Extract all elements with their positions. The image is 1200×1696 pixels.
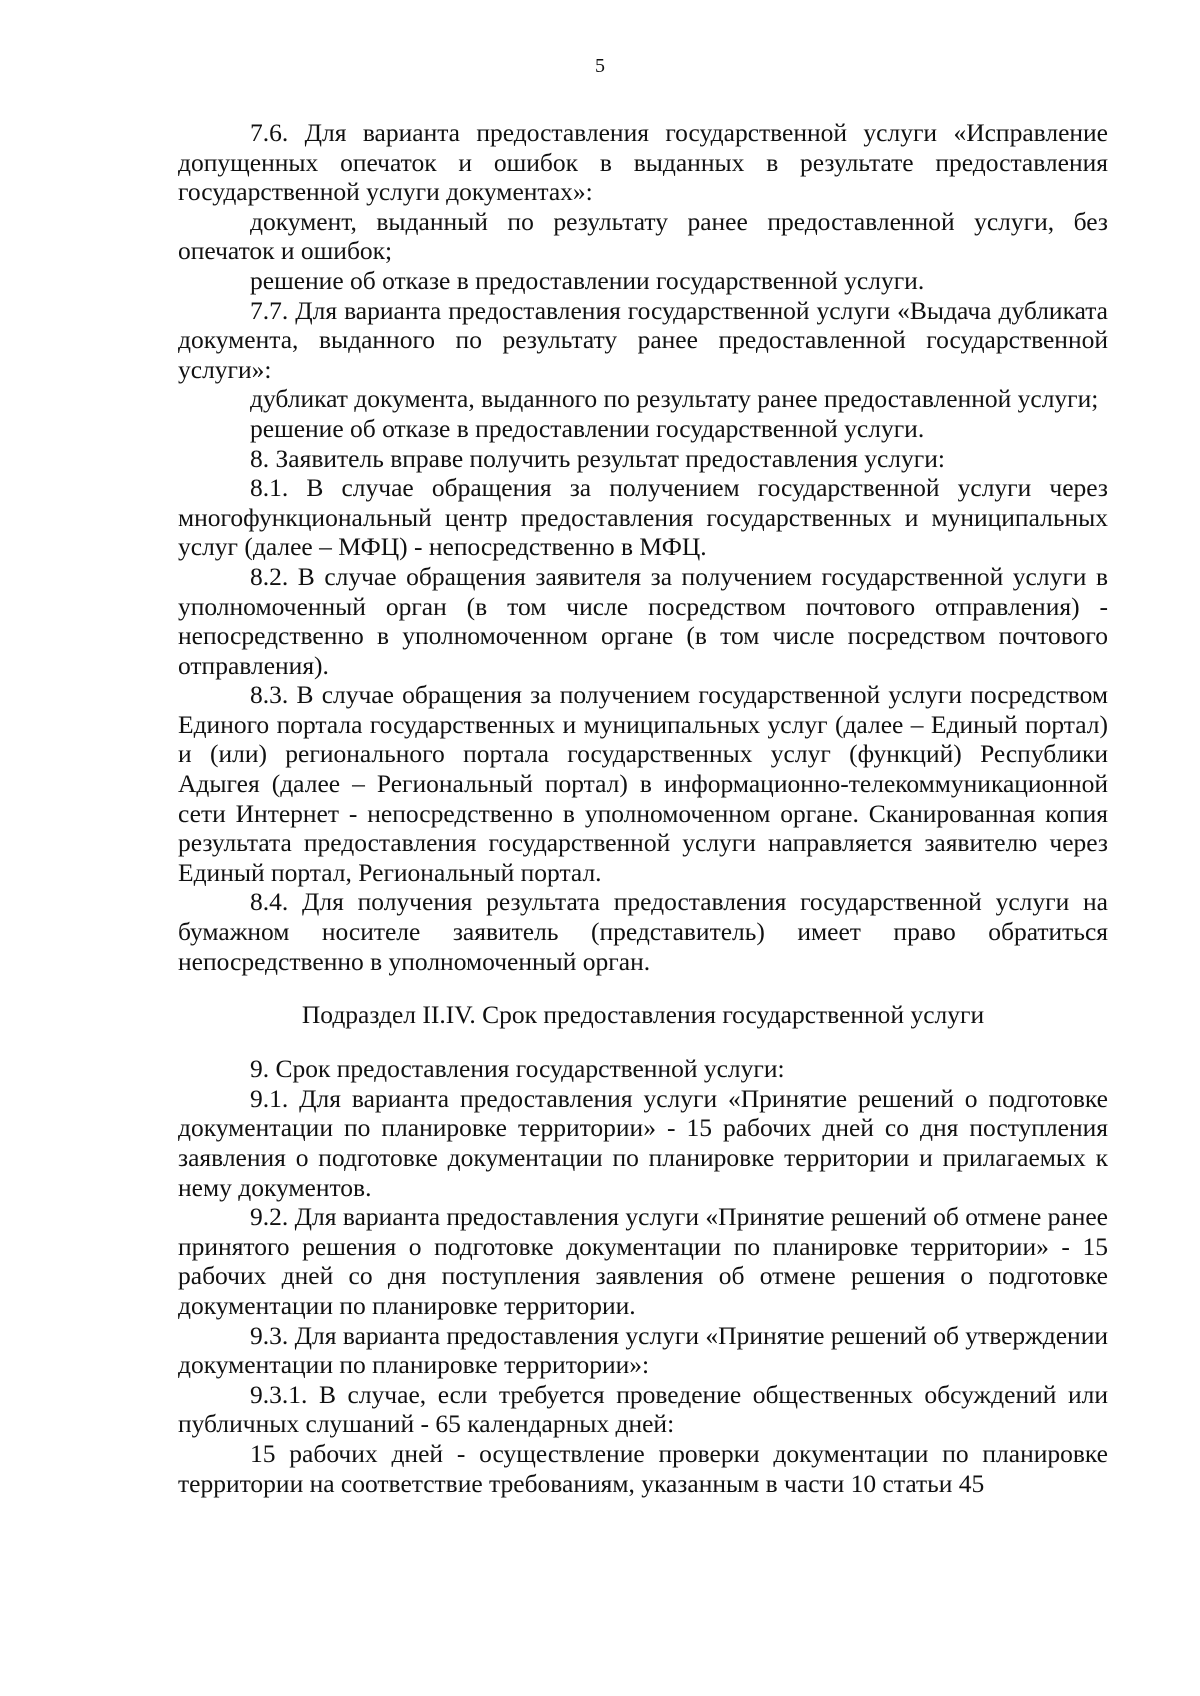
paragraph-7-6-item-1: документ, выданный по результату ранее предоставленной услуги, без опечаток и ошибок;	[178, 206, 1108, 266]
paragraph-9-3-1: 9.3.1. В случае, если требуется проведение общественных обсуждений или публичных слушаний - 65 календарных дней:	[178, 1379, 1108, 1439]
paragraph-9: 9. Срок предоставления государственной услуги:	[250, 1054, 785, 1084]
section-title: Подраздел II.IV. Срок предоставления государственной услуги	[301, 1000, 985, 1030]
paragraph-8-2: 8.2. В случае обращения заявителя за получением государственной услуги в уполномоченный орган (в том числе посредством почтового отправления) - непосредственно в уполномоченном органе (в том числе посредством почтового отправления).	[178, 561, 1108, 680]
paragraph-9-1: 9.1. Для варианта предоставления услуги «Принятие решений о подготовке документации по планировке территории» - 15 рабочих дней со дня поступления заявления о подготовке документации по планировке территории и прилагаемых к нему документов.	[178, 1083, 1108, 1202]
page-number: 5	[595, 55, 605, 77]
paragraph-7-7-item-2: решение об отказе в предоставлении государственной услуги.	[250, 413, 925, 443]
paragraph-7-7: 7.7. Для варианта предоставления государственной услуги «Выдача дубликата документа, выданного по результату ранее предоставленной государственной услуги»:	[178, 295, 1108, 384]
paragraph-8-1: 8.1. В случае обращения за получением государственной услуги через многофункциональный центр предоставления государственных и муниципальных услуг (далее – МФЦ) - непосредственно в МФЦ.	[178, 473, 1108, 562]
paragraph-7-7-item-1: дубликат документа, выданного по результату ранее предоставленной услуги;	[250, 384, 1099, 414]
paragraph-7-6-item-2: решение об отказе в предоставлении государственной услуги.	[250, 265, 925, 295]
paragraph-8-3: 8.3. В случае обращения за получением государственной услуги посредством Единого портала государственных и муниципальных услуг (далее – Единый портал) и (или) регионального портала государственных услуг (функций) Республики Адыгея (далее – Региональный портал) в информационно-телекоммуникационной сети Интернет - непосредственно в уполномоченном органе. Сканированная копия результата предоставления государственной услуги направляется заявителю через Единый портал, Региональный портал.	[178, 680, 1108, 887]
paragraph-9-2: 9.2. Для варианта предоставления услуги «Принятие решений об отмене ранее принятого решения о подготовке документации по планировке территории» - 15 рабочих дней со дня поступления заявления об отмене решения о подготовке документации по планировке территории.	[178, 1202, 1108, 1320]
paragraph-7-6: 7.6. Для варианта предоставления государственной услуги «Исправление допущенных опечаток и ошибок в выданных в результате предоставления государственной услуги документах»:	[178, 118, 1108, 207]
paragraph-8-4: 8.4. Для получения результата предоставления государственной услуги на бумажном носителе заявитель (представитель) имеет право обратиться непосредственно в уполномоченный орган.	[178, 887, 1108, 976]
document-body	[178, 118, 1108, 1498]
paragraph-8: 8. Заявитель вправе получить результат предоставления услуги:	[250, 443, 945, 473]
paragraph-9-3-1-item-1: 15 рабочих дней - осуществление проверки документации по планировке территории на соответствие требованиям, указанным в части 10 статьи 45	[178, 1438, 1108, 1498]
paragraph-9-3: 9.3. Для варианта предоставления услуги «Принятие решений об утверждении документации по планировке территории»:	[178, 1320, 1108, 1380]
